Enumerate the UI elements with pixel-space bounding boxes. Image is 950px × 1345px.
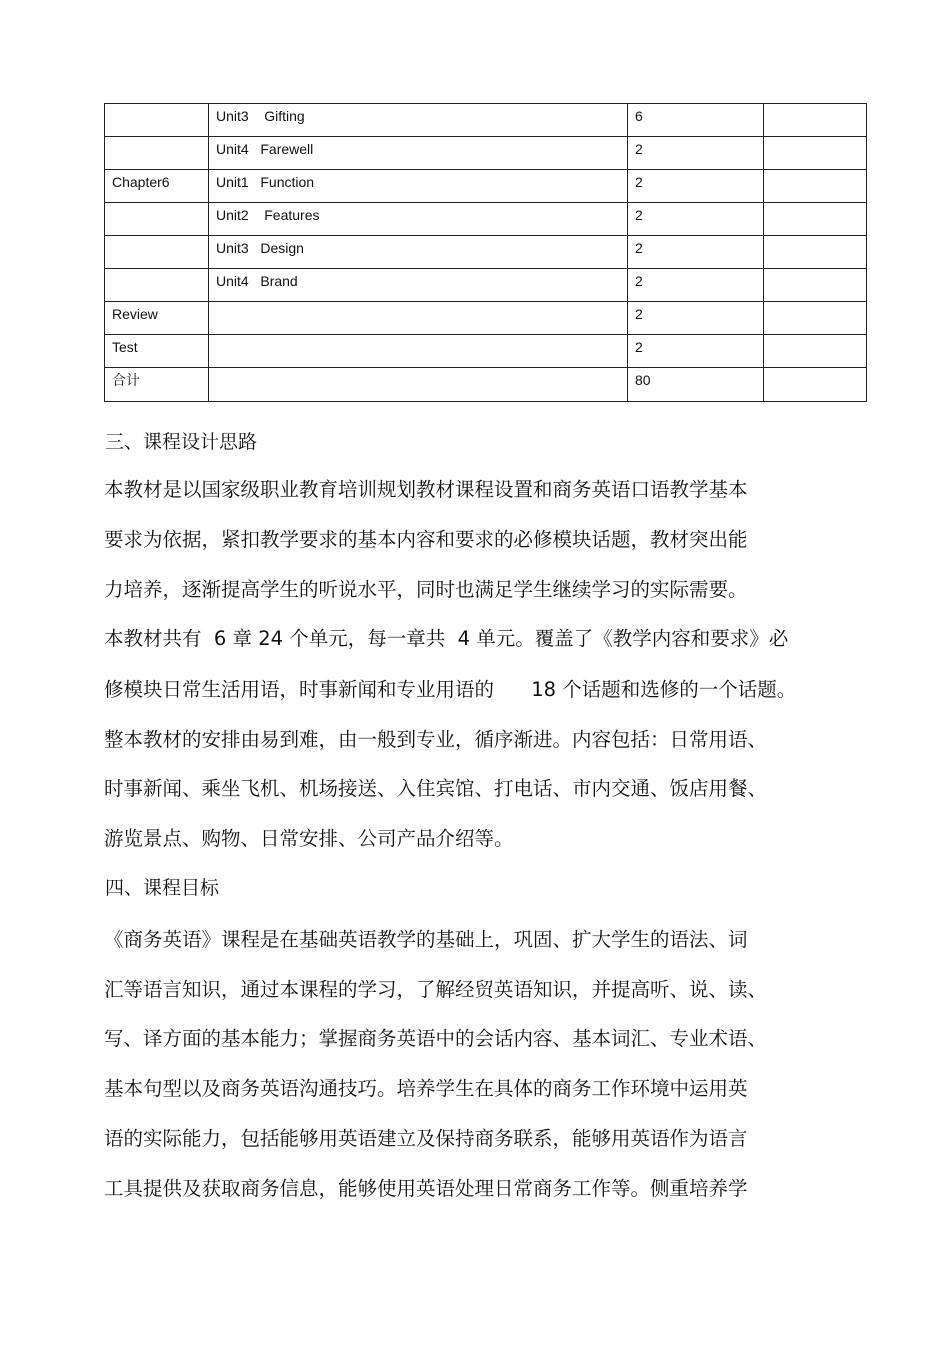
paragraph-line: 要求为依据，紧扣教学要求的基本内容和要求的必修模块话题，教材突出能 (104, 528, 748, 551)
table-row (105, 335, 867, 368)
chapter-cell (105, 137, 209, 170)
note-cell (764, 335, 867, 368)
chapter-cell (105, 104, 209, 137)
table-row (105, 236, 867, 269)
table-row (105, 302, 867, 335)
unit-cell: Unit3 Design (209, 236, 628, 269)
chapter-cell (105, 269, 209, 302)
hours-cell: 2 (628, 203, 764, 236)
hours-cell: 2 (628, 335, 764, 368)
chapter-cell: 合计 (105, 368, 209, 402)
note-cell (764, 137, 867, 170)
unit-cell: Unit4 Brand (209, 269, 628, 302)
unit-cell: Unit1 Function (209, 170, 628, 203)
hours-cell: 2 (628, 137, 764, 170)
paragraph-line: 游览景点、购物、日常安排、公司产品介绍等。 (104, 827, 514, 850)
chapter-cell: Test (105, 335, 209, 368)
paragraph-line: 本教材是以国家级职业教育培训规划教材课程设置和商务英语口语教学基本 (104, 478, 748, 501)
section-heading-design: 三、课程设计思路 (105, 431, 258, 453)
course-hours-table (104, 103, 867, 402)
table-row (105, 368, 867, 402)
chapter-cell: Chapter6 (105, 170, 209, 203)
note-cell (764, 170, 867, 203)
unit-cell: Unit4 Farewell (209, 137, 628, 170)
table-row (105, 269, 867, 302)
unit-cell (209, 368, 628, 402)
paragraph-line: 力培养，逐渐提高学生的听说水平，同时也满足学生继续学习的实际需要。 (104, 578, 748, 601)
paragraph-line: 汇等语言知识，通过本课程的学习，了解经贸英语知识，并提高听、说、读、 (104, 978, 768, 1001)
table-row (105, 203, 867, 236)
chapter-cell (105, 203, 209, 236)
hours-cell: 2 (628, 269, 764, 302)
unit-cell: Unit3 Gifting (209, 104, 628, 137)
paragraph-line: 整本教材的安排由易到难，由一般到专业，循序渐进。内容包括：日常用语、 (104, 728, 768, 751)
paragraph-line: 修模块日常生活用语，时事新闻和专业用语的 18 个话题和选修的一个话题。 (104, 678, 797, 701)
table-row (105, 137, 867, 170)
hours-cell: 6 (628, 104, 764, 137)
hours-cell: 2 (628, 302, 764, 335)
paragraph-line: 基本句型以及商务英语沟通技巧。培养学生在具体的商务工作环境中运用英 (104, 1077, 748, 1100)
chapter-cell: Review (105, 302, 209, 335)
table-row (105, 170, 867, 203)
section-heading-objectives: 四、课程目标 (105, 877, 220, 899)
note-cell (764, 203, 867, 236)
paragraph-line: 语的实际能力，包括能够用英语建立及保持商务联系，能够用英语作为语言 (104, 1127, 748, 1150)
paragraph-line: 写、译方面的基本能力；掌握商务英语中的会话内容、基本词汇、专业术语、 (104, 1027, 768, 1050)
chapter-cell (105, 236, 209, 269)
note-cell (764, 368, 867, 402)
note-cell (764, 236, 867, 269)
unit-cell: Unit2 Features (209, 203, 628, 236)
unit-cell (209, 302, 628, 335)
hours-cell: 80 (628, 368, 764, 402)
unit-cell (209, 335, 628, 368)
hours-cell: 2 (628, 170, 764, 203)
paragraph-line: 本教材共有 6 章 24 个单元，每一章共 4 单元。覆盖了《教学内容和要求》必 (104, 627, 789, 650)
paragraph-line: 时事新闻、乘坐飞机、机场接送、入住宾馆、打电话、市内交通、饭店用餐、 (104, 777, 768, 800)
note-cell (764, 269, 867, 302)
note-cell (764, 104, 867, 137)
paragraph-line: 工具提供及获取商务信息，能够使用英语处理日常商务工作等。侧重培养学 (104, 1177, 748, 1200)
hours-cell: 2 (628, 236, 764, 269)
table-row (105, 104, 867, 137)
paragraph-line: 《商务英语》课程是在基础英语教学的基础上，巩固、扩大学生的语法、词 (104, 928, 748, 951)
note-cell (764, 302, 867, 335)
